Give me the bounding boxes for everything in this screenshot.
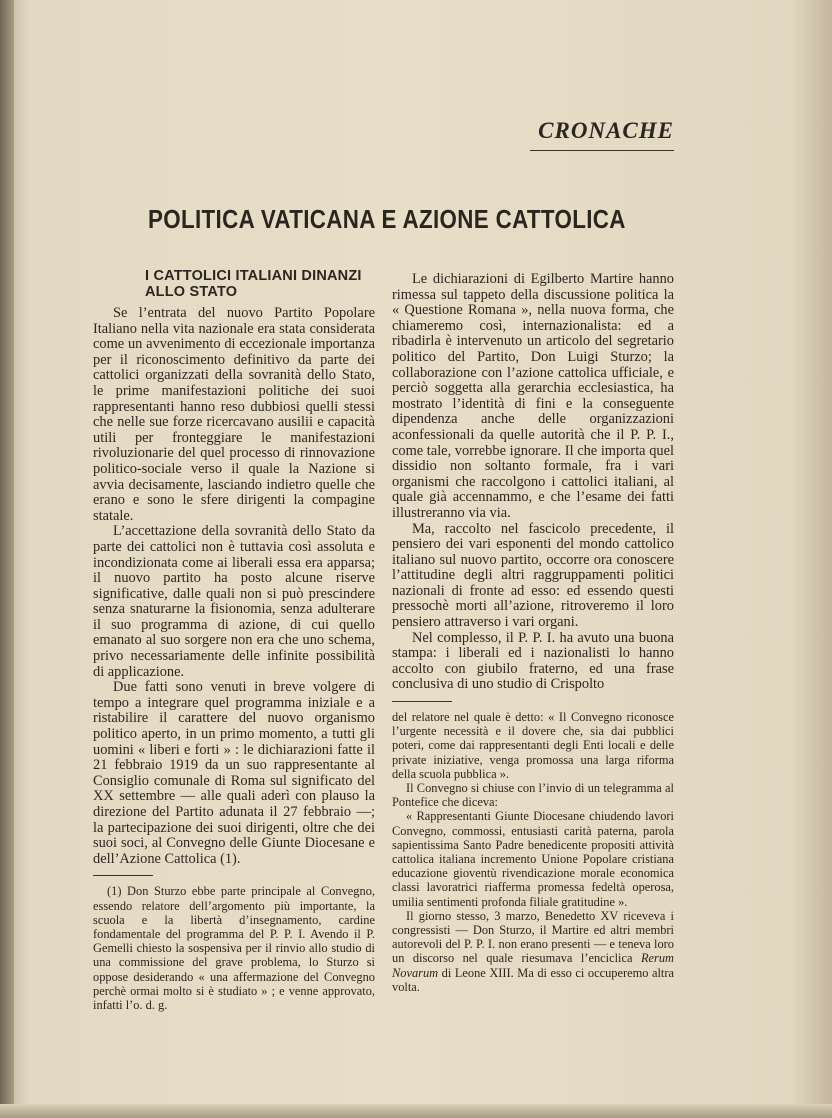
- page-binding-shadow: [0, 0, 14, 1118]
- footnote-text: [392, 909, 674, 994]
- footnote-text-b: di Leone XIII. Ma di esso ci occuperemo altra volta.: [392, 965, 674, 994]
- subheading: I CATTOLICI ITALIANI DINANZI ALLO STATO: [145, 268, 362, 300]
- footnote-text: del relatore nel quale è detto: « Il Convegno riconosce l’urgente necessità e il dovere che, sia dai pubblici poteri, come dai rappresentanti degli Enti locali e delle private iniziative, venga promossa una larga riforma della scuola pubblica ».: [392, 710, 674, 781]
- paragraph: L’accettazione della sovranità dello Stato da parte dei cattolici non è tuttavia così assoluta e incondizionata come ai liberali essa era apparsa; il nuovo partito ha posto alcune riserve significative, dalle quali non si può prescindere senza snaturarne la fisionomia, senza adulterare il suo programma di azione, di cui quello emanato al suo sorgere non era che uno schema, privo necessariamente delle infinite possibilità di applicazione.: [93, 523, 375, 680]
- footnote-text-a: Il giorno stesso, 3 marzo, Benedetto XV riceveva i congressisti — Don Sturzo, il Martire ed altri membri autorevoli del P. P. I. non erano presenti — e teneva loro un discorso nel quale riesumava l’enciclica: [392, 908, 674, 966]
- footnote-rule: [392, 701, 452, 702]
- left-column: [93, 268, 375, 1012]
- footnote-end: [392, 909, 674, 994]
- encyclical-title: Rerum Novarum: [392, 951, 674, 980]
- paragraph: Due fatti sono venuti in breve volgere di tempo a integrare quel programma iniziale e a ristabilire il carattere del nuovo organismo politico aperto, in un primo momento, a tutti gli uomini « liberi e forti » : le dichiarazioni fatte il 21 febbraio 1919 da un suo rappresentante al Consiglio comunale di Roma sul significato del XX settembre — alle quali aderì con plauso la direzione del Partito adunata il 27 febbraio —; la partecipazione dei suoi dirigenti, oltre che dei suoi soci, al Convegno delle Giunte Diocesane e dell’Azione Cattolica (1).: [93, 679, 375, 867]
- paragraph: Le dichiarazioni di Egilberto Martire hanno rimessa sul tappeto della discussione politica la « Questione Romana », nella nuova forma, che chiameremo così, internazionalista: ed a ribadirla è intervenuto un articolo del segretario politico del Partito, Don Luigi Sturzo; la collaborazione con l’azione cattolica ufficiale, e perciò soggetta alla gerarchia ecclesiastica, ha mostrato l’identità di fini e la conseguente dipendenza anche delle organizzazioni aconfessionali da quelle autorità che il P. P. I., come tale, vorrebbe ignorare. Il che importa quel dissidio non soltanto formale, fra i vari organismi che raccolgono i cattolici italiani, al quale già accennammo, e che l’esame dei fatti illustreranno via via.: [392, 271, 674, 521]
- quote-text: « Rappresentanti Giunte Diocesane chiudendo lavori Convegno, commossi, entusiasti carità paterna, parola sapientissima Santo Padre benedicente propositi attività cattolica italiana incremento Unione Popolare cristiana educazione gioventù rivendicazione morale economica classi lavoratrici riafferma promessa fedeltà operosa, umilia sentimenti profonda filiale gratitudine ».: [392, 809, 674, 909]
- paragraph: Nel complesso, il P. P. I. ha avuto una buona stampa: i liberali ed i nazionalisti lo hanno accolto con giubilo fraterno, ed una frase conclusiva di uno studio di Crispolto: [392, 629, 674, 693]
- paragraph: Se l’entrata del nuovo Partito Popolare Italiano nella vita nazionale era stata considerata come un avvenimento di eccezionale importanza per il riconoscimento definitivo da parte dei cattolici organizzati della sovranità dello Stato, le prime manifestazioni politiche dei suoi rappresentanti hanno reso dubbiosi quelli stessi che nelle sue forze ricercavano ausilii e capacità utili per fronteggiare le manifestazioni rivoluzionarie del quel processo di rinnovazione politico-sociale verso il quale la Nazione si avvia decisamente, lasciando indietro quelle che erano e sono le sfere dirigenti la compagine statale.: [93, 305, 375, 524]
- paragraph: Ma, raccolto nel fascicolo precedente, il pensiero dei vari esponenti del mondo cattolico italiano sul nuovo partito, occorre ora conoscere l’attitudine degli altri raggruppamenti politici nazionali di fronte ad esso: ed essendo questi pressochè morti all’azione, ritroveremo il loro pensiero attraverso i vari organi.: [392, 520, 674, 631]
- page-bottom-edge: [0, 1104, 832, 1118]
- telegram-quote: [392, 809, 674, 908]
- footnote-continued: [392, 710, 674, 809]
- footnote-text: Il Convegno si chiuse con l’invio di un telegramma al Pontefice che diceva:: [392, 781, 674, 810]
- footnote-rule: [93, 875, 153, 876]
- right-column: [392, 272, 674, 994]
- section-title: CRONACHE: [530, 118, 674, 151]
- footnote-text: (1) Don Sturzo ebbe parte principale al Convegno, essendo relatore dell’argomento più importante, la scuola e la libertà d’insegnamento, cardine fondamentale del programma del P. P. I. Avendo il P. Gemelli chiesto la sospensiva per il rinvio allo studio di una commissione del grave problema, lo Sturzo si oppose desiderando « una affermazione del Convegno perchè ormai molto si è studiato » ; e venne approvato, infatti l’o. d. g.: [93, 884, 375, 1012]
- footnote: [93, 884, 375, 1012]
- article-title: POLITICA VATICANA E AZIONE CATTOLICA: [148, 204, 626, 234]
